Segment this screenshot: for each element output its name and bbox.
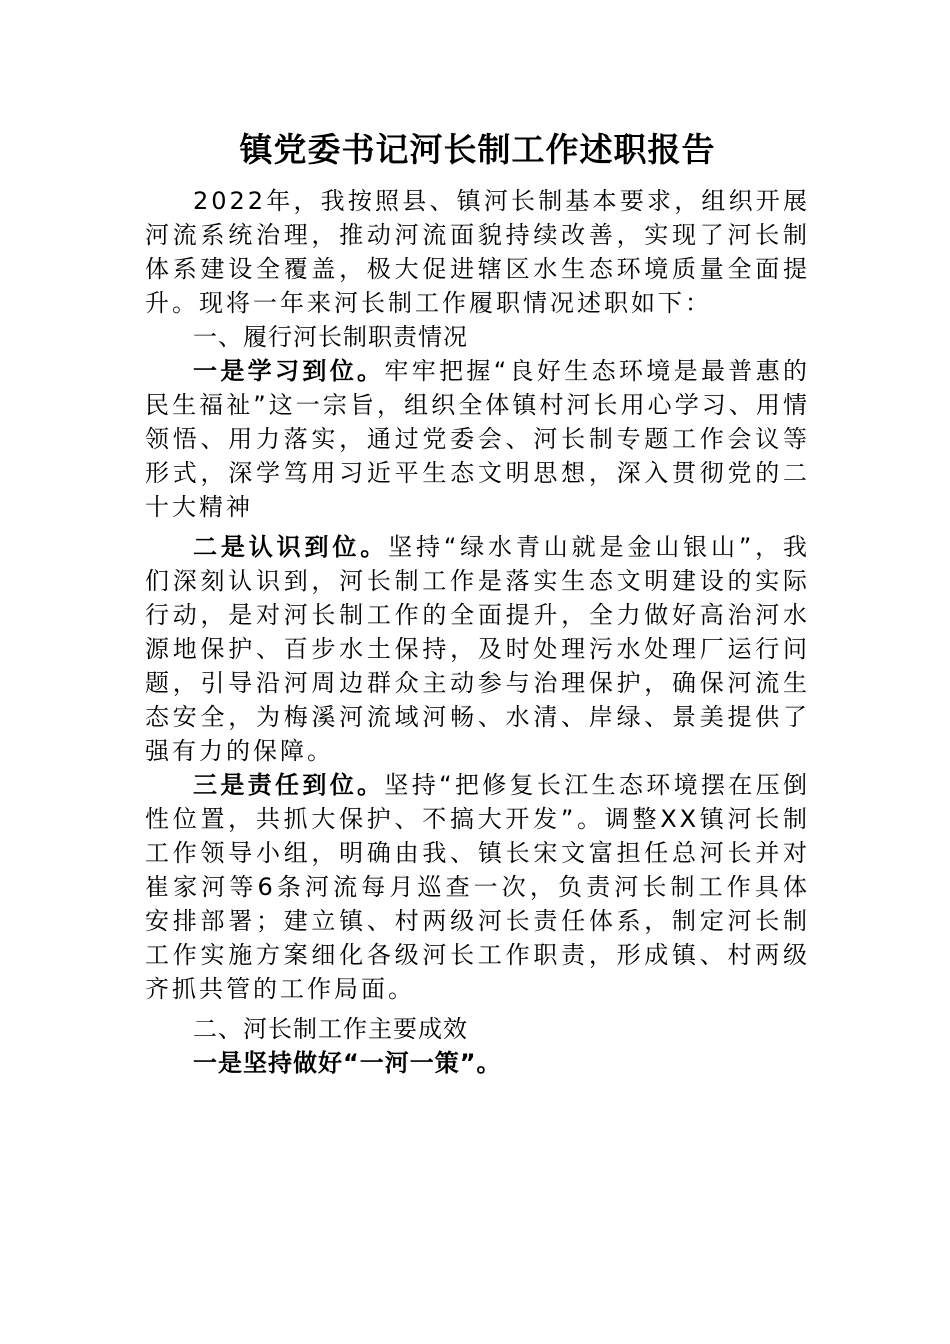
item-1-lead: 一是学习到位。 [193, 357, 385, 385]
document-page [145, 128, 810, 1080]
item-3-text: 坚持“把修复长江生态环境摆在压倒性位置，共抓大保护、不搞大开发”。调整XX镇河长制工作领导小组，明确由我、镇长宋文富担任总河长并对崔家河等6条河流每月巡查一次，负责河长制工作具体安排部署；建立镇、村两级河长责任体系，制定河长制工作实施方案细化各级河长工作职责，形成镇、村两级齐抓共管的工作局面。 [145, 771, 810, 1003]
item-2-paragraph [145, 530, 810, 768]
item-3-lead: 三是责任到位。 [193, 771, 385, 799]
section-1-heading: 一、履行河长制职责情况 [193, 323, 468, 351]
document-title: 镇党委书记河长制工作述职报告 [239, 130, 716, 169]
item-2-lead: 二是认识到位。 [193, 533, 389, 561]
intro-paragraph: 2022年，我按照县、镇河长制基本要求，组织开展河流系统治理，推动河流面貌持续改善，实现了河长制体系建设全覆盖，极大促进辖区水生态环境质量全面提升。现将一年来河长制工作履职情况述职如下： [145, 187, 810, 317]
section-2-item-1 [145, 1046, 810, 1080]
item-2-text: 坚持“绿水青山就是金山银山”，我们深刻认识到，河长制工作是落实生态文明建设的实际行动，是对河长制工作的全面提升，全力做好高治河水源地保护、百步水土保持，及时处理污水处理厂运行问题，引导沿河周边群众主动参与治理保护，确保河流生态安全，为梅溪河流域河畅、水清、岸绿、景美提供了强有力的保障。 [145, 533, 810, 765]
section-2-heading: 二、河长制工作主要成效 [193, 1015, 468, 1043]
item-1-paragraph [145, 354, 810, 524]
item-3-paragraph [145, 768, 810, 1006]
item-1-text: 牢牢把握“良好生态环境是最普惠的民生福祉”这一宗旨，组织全体镇村河长用心学习、用情领悟、用力落实，通过党委会、河长制专题工作会议等形式，深学笃用习近平生态文明思想，深入贯彻党的二十大精神 [145, 357, 810, 521]
section-2-item-1-lead: 一是坚持做好“一河一策”。 [193, 1049, 502, 1077]
